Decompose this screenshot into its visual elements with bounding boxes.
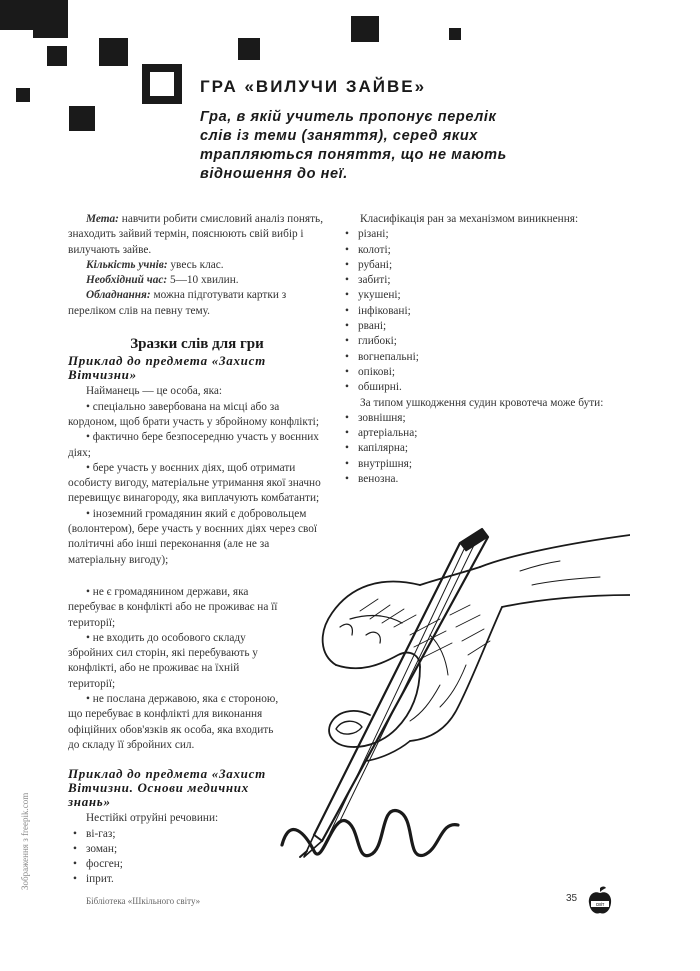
list-item: • зовнішня; [342,411,604,426]
equipment-text: можна підготувати картки з переліком слів на певну тему. [68,289,287,317]
students-text: увесь клас. [170,258,224,271]
students-paragraph [68,258,326,273]
list-item: • венозна. [342,472,604,487]
list-item: • артеріальна; [342,426,604,441]
decor-square [33,30,68,38]
list-item: • колоті; [342,243,604,258]
list-item: • обширні. [342,380,604,395]
magazine-logo [587,886,613,916]
goal-paragraph [68,212,326,258]
list-item: • різані; [342,227,604,242]
list-item: • рубані; [342,258,604,273]
hand-pen-illustration [270,515,630,875]
list-item: • не є громадянином держави, яка перебуває в конфлікті або не проживає на її території; [68,586,278,629]
list-item: • фосген; [70,857,283,872]
decor-square [99,38,128,66]
intro-text: Гра, в якій учитель пропонує перелік слів із теми (заняття), серед яких трапляються поняття, що не мають відношення до неї. [200,109,507,182]
example2-heading: Приклад до предмета «Захист Вітчизни. Основи медичних знань» [68,766,266,810]
decor-square [16,88,30,102]
list-item: • іприт. [70,872,283,887]
decor-square [238,38,260,60]
equipment-paragraph [68,288,326,319]
equipment-label: Обладнання: [86,289,151,302]
time-paragraph [68,273,326,288]
samples-heading: Зразки слів для гри [130,336,264,353]
footer-library: Бібліотека «Шкільного світу» [86,896,201,906]
image-credit: Зображення з freepik.com [20,792,30,890]
example2-lead: Нестійкі отруйні речовини: [86,812,219,825]
example1-heading: Приклад до предмета «Захист Вітчизни» [68,353,266,383]
students-label: Кількість учнів: [86,258,168,271]
list-item: • не входить до особового складу збройних сил сторін, які перебувають у конфлікті, або не проживає на їхній території; [68,631,258,690]
list-item: • спеціально завербована на місці або за кордоном, щоб брати участь у збройному конфлікті; [68,400,319,428]
list-item: • бере участь у воєнних діях, щоб отримати особисту вигоду, матеріальне утримання якої значно перевищує винагороду, яка виплачують комбатанти; [68,461,321,505]
bleeding-lead: За типом ушкодження судин кровотеча може бути: [360,396,604,409]
logo-text: світ [595,902,605,908]
list-item: • вогнепальні; [342,350,604,365]
bleeding-list [342,411,604,487]
decor-square [69,106,95,131]
list-item: • рвані; [342,319,604,334]
time-text: 5—10 хвилин. [169,274,239,287]
example1-lead: Найманець — це особа, яка: [86,385,223,398]
list-item: • інфіковані; [342,304,604,319]
list-item: • фактично бере безпосередню участь у воєнних діях; [68,431,319,459]
decor-square [449,28,461,40]
list-item: • внутрішня; [342,457,604,472]
time-label: Необхідний час: [86,274,168,287]
page-title: ГРА «ВИЛУЧИ ЗАЙВЕ» [200,77,427,96]
list-item: • глибокі; [342,334,604,349]
list-item: • капілярна; [342,441,604,456]
list-item: • зоман; [70,842,283,857]
list-item: • ві-газ; [70,827,283,842]
goal-text: навчити робити смисловий аналіз понять, знаходить зайвий термін, пояснюють свій вибір і вилучають зайве. [68,213,324,256]
left-column-narrow [68,585,283,888]
page-number: 35 [566,893,578,904]
list-item: • забиті; [342,273,604,288]
decor-square [351,16,379,42]
list-item: • іноземний громадянин який є добровольцем (волонтером), бере участь у воєнних діях через свої політичні або інші переконання (але не за матеріальну вигоду); [68,507,318,566]
wounds-list [342,227,604,395]
decor-square [47,46,67,66]
goal-label: Мета: [86,213,119,225]
list-item: • не послана державою, яка є стороною, що перебуває в конфлікті для виконання офіційних обов'язків як особа, яка входить до складу її збройних сил. [68,693,279,751]
right-column [342,212,604,487]
example2-list [68,827,283,888]
decor-square [0,0,68,30]
list-item: • опікові; [342,365,604,380]
decor-square-outline [142,64,182,104]
wounds-lead: Класифікація ран за механізмом виникнення: [360,213,579,225]
list-item: • укушені; [342,288,604,303]
